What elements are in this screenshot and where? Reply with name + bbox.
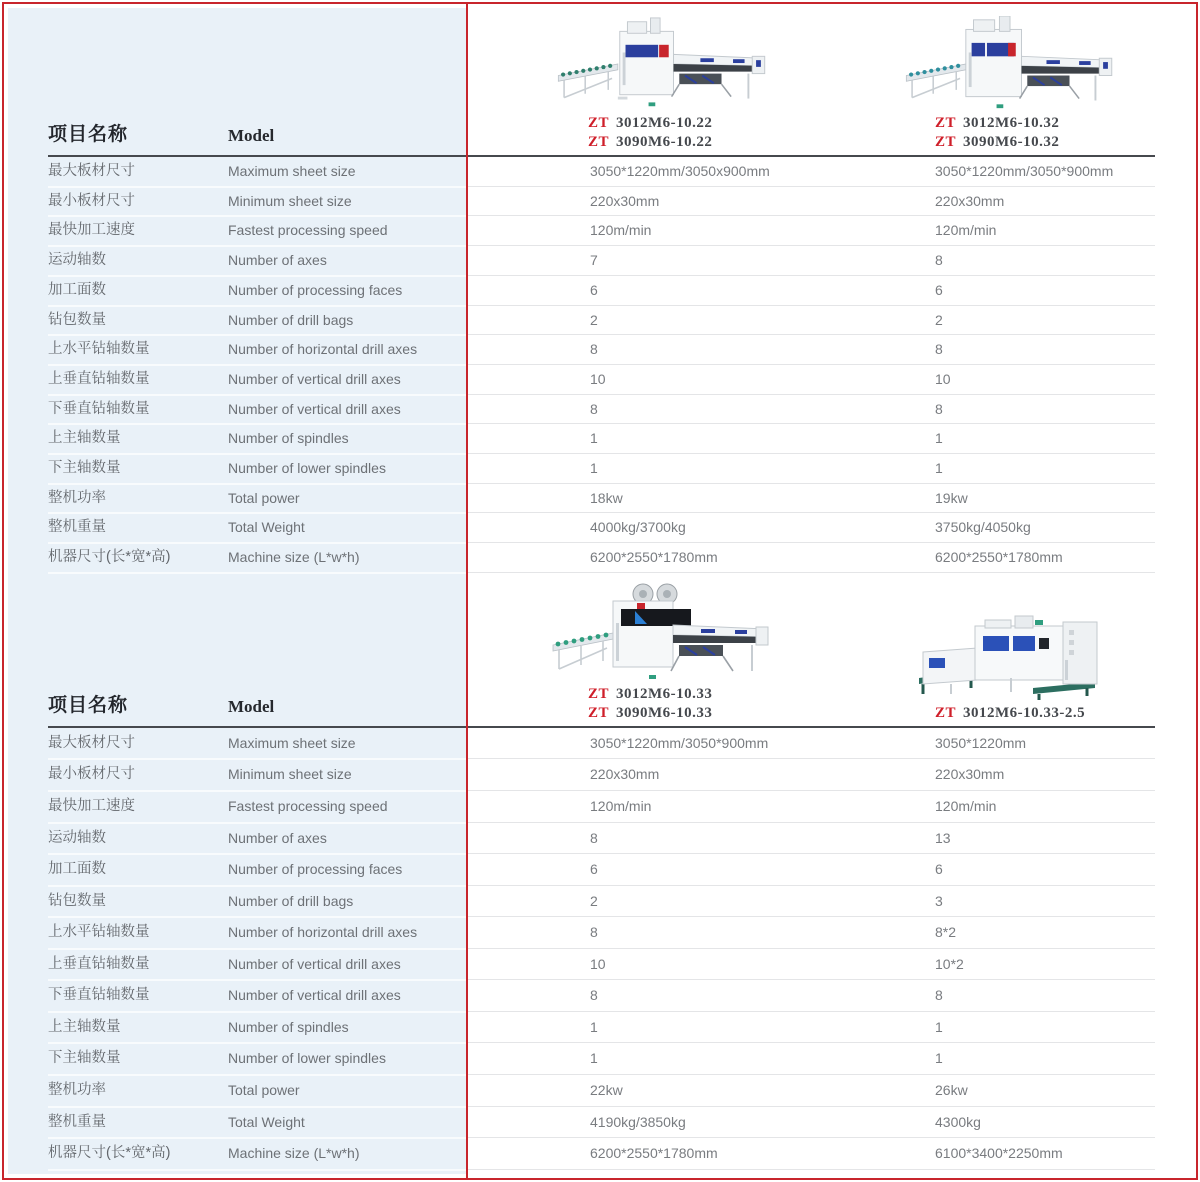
spec-value-col1: 18kw: [590, 489, 623, 506]
spec-label-zh: 上垂直钻轴数量: [48, 370, 150, 387]
spec-row: [4, 543, 1196, 573]
table1-col2-model-names: [935, 114, 1128, 152]
spec-value-col2: 6: [935, 281, 943, 298]
spec-value-col1: 220x30mm: [590, 192, 660, 209]
spec-value-col2: 10: [935, 370, 951, 387]
table1-model-column-1: [544, 16, 780, 152]
spec-value-col1: 1: [590, 430, 598, 447]
spec-label-zh: 整机重量: [48, 1113, 106, 1130]
spec-label-en: Number of drill bags: [228, 892, 354, 909]
spec-label-zh: 下垂直钻轴数量: [48, 987, 150, 1004]
spec-label-en: Number of axes: [228, 252, 327, 269]
spec-value-col1: 1: [590, 1050, 598, 1067]
model-name: ZT 3090M6-10.33: [588, 704, 713, 721]
spec-label-zh: 钻包数量: [48, 892, 106, 909]
machine-image-zt3012m6-10-32: [900, 16, 1120, 112]
spec-label-en: Minimum sheet size: [228, 192, 352, 209]
spec-label-zh: 下主轴数量: [48, 1050, 121, 1067]
table2-model-heading: Model: [228, 696, 275, 716]
spec-label-en: Number of vertical drill axes: [228, 370, 401, 387]
spec-value-col1: 10: [590, 955, 606, 972]
spec-label-zh: 最小板材尺寸: [48, 192, 135, 209]
spec-value-col2: 3050*1220mm: [935, 734, 1027, 751]
spec-value-col2: 120m/min: [935, 797, 997, 814]
spec-label-zh: 最快加工速度: [48, 797, 135, 814]
table1-header: [4, 4, 1196, 157]
spec-row: [4, 917, 1196, 949]
spec-label-zh: 上主轴数量: [48, 430, 121, 447]
spec-value-col2: 220x30mm: [935, 766, 1005, 783]
spec-label-zh: 最小板材尺寸: [48, 766, 135, 783]
spec-value-col1: 10: [590, 370, 606, 387]
spec-label-en: Machine size (L*w*h): [228, 1145, 360, 1162]
spec-value-col2: 1: [935, 1050, 943, 1067]
spec-label-zh: 加工面数: [48, 281, 106, 298]
spec-label-en: Fastest processing speed: [228, 797, 388, 814]
model-name: ZT 3012M6-10.32: [935, 115, 1060, 131]
spec-row: [4, 949, 1196, 981]
spec-value-col1: 22kw: [590, 1082, 623, 1099]
spec-value-col2: 8: [935, 987, 943, 1004]
spec-row: [4, 980, 1196, 1012]
spec-label-zh: 下主轴数量: [48, 460, 121, 477]
sheet-content: [4, 4, 1196, 1178]
table2-model-column-2: [892, 602, 1128, 723]
spec-row: [4, 424, 1196, 454]
model-name: ZT 3012M6-10.33-2.5: [935, 704, 1086, 721]
spec-value-col1: 220x30mm: [590, 766, 660, 783]
spec-value-col1: 8: [590, 987, 598, 1004]
spec-label-en: Total power: [228, 489, 300, 506]
model-name: ZT 3090M6-10.22: [588, 134, 713, 150]
spec-value-col2: 3: [935, 892, 943, 909]
spec-value-col1: 8: [590, 400, 598, 417]
table1-model-heading: Model: [228, 126, 275, 145]
table2-header: [4, 573, 1196, 728]
spec-row: [4, 1075, 1196, 1107]
spec-value-col2: 8: [935, 341, 943, 358]
model-name: ZT 3012M6-10.22: [588, 115, 713, 131]
spec-label-zh: 钻包数量: [48, 311, 106, 328]
spec-row: [4, 276, 1196, 306]
spec-label-zh: 上水平钻轴数量: [48, 341, 150, 358]
spec-value-col2: 26kw: [935, 1082, 968, 1099]
spec-value-col2: 1: [935, 460, 943, 477]
spec-value-col2: 19kw: [935, 489, 968, 506]
table2-project-heading: 项目名称: [48, 694, 129, 716]
spec-row: [4, 306, 1196, 336]
spec-label-zh: 运动轴数: [48, 829, 106, 846]
spec-row: [4, 854, 1196, 886]
spec-label-en: Number of vertical drill axes: [228, 400, 401, 417]
spec-label-zh: 整机功率: [48, 489, 106, 506]
spec-value-col1: 4190kg/3850kg: [590, 1113, 686, 1130]
spec-label-en: Number of lower spindles: [228, 460, 386, 477]
spec-row: [4, 157, 1196, 187]
spec-label-en: Maximum sheet size: [228, 734, 356, 751]
spec-label-en: Total Weight: [228, 1113, 305, 1130]
spec-value-col2: 6: [935, 861, 943, 878]
spec-label-zh: 整机功率: [48, 1082, 106, 1099]
spec-value-col2: 6200*2550*1780mm: [935, 549, 1063, 566]
machine-image-zt3012m6-10-22: [552, 16, 772, 112]
spec-label-en: Number of spindles: [228, 430, 349, 447]
spec-row: [4, 1138, 1196, 1170]
spec-label-en: Number of horizontal drill axes: [228, 341, 418, 358]
spec-label-en: Number of spindles: [228, 1018, 349, 1035]
spec-value-col1: 6200*2550*1780mm: [590, 549, 718, 566]
spec-row: [4, 513, 1196, 543]
spec-value-col2: 3050*1220mm/3050*900mm: [935, 163, 1114, 179]
spec-label-zh: 运动轴数: [48, 252, 106, 269]
spec-value-col1: 7: [590, 252, 598, 269]
red-divider-line: [466, 4, 468, 1178]
spec-label-en: Fastest processing speed: [228, 222, 388, 239]
spec-label-en: Maximum sheet size: [228, 163, 356, 179]
spec-label-zh: 加工面数: [48, 861, 106, 878]
table2-rows: [4, 728, 1196, 1170]
table1-model-column-2: [892, 16, 1128, 152]
spec-value-col1: 1: [590, 1018, 598, 1035]
spec-row: [4, 1043, 1196, 1075]
machine-image-zt3012m6-10-33-2-5: [915, 602, 1105, 702]
machine-image-zt3012m6-10-33: [551, 581, 773, 683]
spec-label-en: Total power: [228, 1082, 300, 1099]
spec-row: [4, 454, 1196, 484]
table1-project-heading: 项目名称: [48, 124, 129, 145]
spec-label-en: Number of processing faces: [228, 281, 403, 298]
spec-value-col1: 2: [590, 892, 598, 909]
table2-model-column-1: [544, 581, 780, 723]
spec-value-col2: 8: [935, 252, 943, 269]
spec-label-en: Number of lower spindles: [228, 1050, 386, 1067]
spec-value-col1: 120m/min: [590, 797, 652, 814]
spec-value-col1: 4000kg/3700kg: [590, 519, 686, 536]
spec-value-col1: 6: [590, 861, 598, 878]
spec-row: [4, 335, 1196, 365]
spec-value-col2: 6100*3400*2250mm: [935, 1145, 1063, 1162]
spec-label-zh: 整机重量: [48, 519, 106, 536]
model-name: ZT 3090M6-10.32: [935, 134, 1060, 150]
spec-sheet: [2, 2, 1198, 1180]
spec-row: [4, 791, 1196, 823]
model-name: ZT 3012M6-10.33: [588, 685, 713, 702]
spec-label-en: Number of processing faces: [228, 861, 403, 878]
spec-label-en: Number of drill bags: [228, 311, 354, 328]
spec-label-zh: 上水平钻轴数量: [48, 924, 150, 941]
spec-label-zh: 下垂直钻轴数量: [48, 400, 150, 417]
spec-value-col1: 3050*1220mm/3050x900mm: [590, 163, 770, 179]
spec-value-col2: 2: [935, 311, 943, 328]
spec-row: [4, 187, 1196, 217]
spec-label-zh: 上主轴数量: [48, 1018, 121, 1035]
spec-value-col1: 120m/min: [590, 222, 652, 239]
table1-col1-model-names: [588, 114, 780, 152]
spec-value-col2: 220x30mm: [935, 192, 1005, 209]
spec-value-col2: 120m/min: [935, 222, 997, 239]
spec-row: [4, 395, 1196, 425]
spec-value-col2: 3750kg/4050kg: [935, 519, 1031, 536]
spec-row: [4, 759, 1196, 791]
table2-col2-model-names: [935, 704, 1128, 723]
table1-rows: [4, 157, 1196, 573]
spec-value-col2: 13: [935, 829, 951, 846]
spec-value-col1: 8: [590, 924, 598, 941]
spec-row: [4, 246, 1196, 276]
spec-label-zh: 最大板材尺寸: [48, 734, 135, 751]
spec-label-en: Number of vertical drill axes: [228, 987, 401, 1004]
spec-label-zh: 最快加工速度: [48, 222, 135, 239]
spec-row: [4, 1107, 1196, 1139]
table2-col1-model-names: [588, 685, 780, 723]
spec-label-zh: 机器尺寸(长*宽*高): [48, 549, 171, 566]
spec-value-col2: 4300kg: [935, 1113, 981, 1130]
spec-label-zh: 机器尺寸(长*宽*高): [48, 1145, 171, 1162]
spec-value-col1: 3050*1220mm/3050*900mm: [590, 734, 769, 751]
spec-label-zh: 上垂直钻轴数量: [48, 955, 150, 972]
spec-row: [4, 365, 1196, 395]
spec-label-zh: 最大板材尺寸: [48, 163, 135, 179]
spec-label-en: Number of axes: [228, 829, 327, 846]
spec-value-col2: 10*2: [935, 955, 964, 972]
spec-label-en: Minimum sheet size: [228, 766, 352, 783]
spec-row: [4, 823, 1196, 855]
spec-value-col1: 6200*2550*1780mm: [590, 1145, 718, 1162]
spec-label-en: Number of horizontal drill axes: [228, 924, 418, 941]
spec-value-col1: 8: [590, 829, 598, 846]
spec-value-col1: 8: [590, 341, 598, 358]
spec-row: [4, 1012, 1196, 1044]
spec-row: [4, 484, 1196, 514]
spec-label-en: Number of vertical drill axes: [228, 955, 401, 972]
spec-row: [4, 886, 1196, 918]
spec-label-en: Total Weight: [228, 519, 305, 536]
spec-value-col2: 8: [935, 400, 943, 417]
spec-value-col1: 1: [590, 460, 598, 477]
spec-row: [4, 216, 1196, 246]
spec-value-col2: 8*2: [935, 924, 957, 941]
spec-value-col2: 1: [935, 1018, 943, 1035]
spec-value-col2: 1: [935, 430, 943, 447]
spec-row: [4, 728, 1196, 760]
spec-value-col1: 6: [590, 281, 598, 298]
spec-value-col1: 2: [590, 311, 598, 328]
spec-label-en: Machine size (L*w*h): [228, 549, 360, 566]
